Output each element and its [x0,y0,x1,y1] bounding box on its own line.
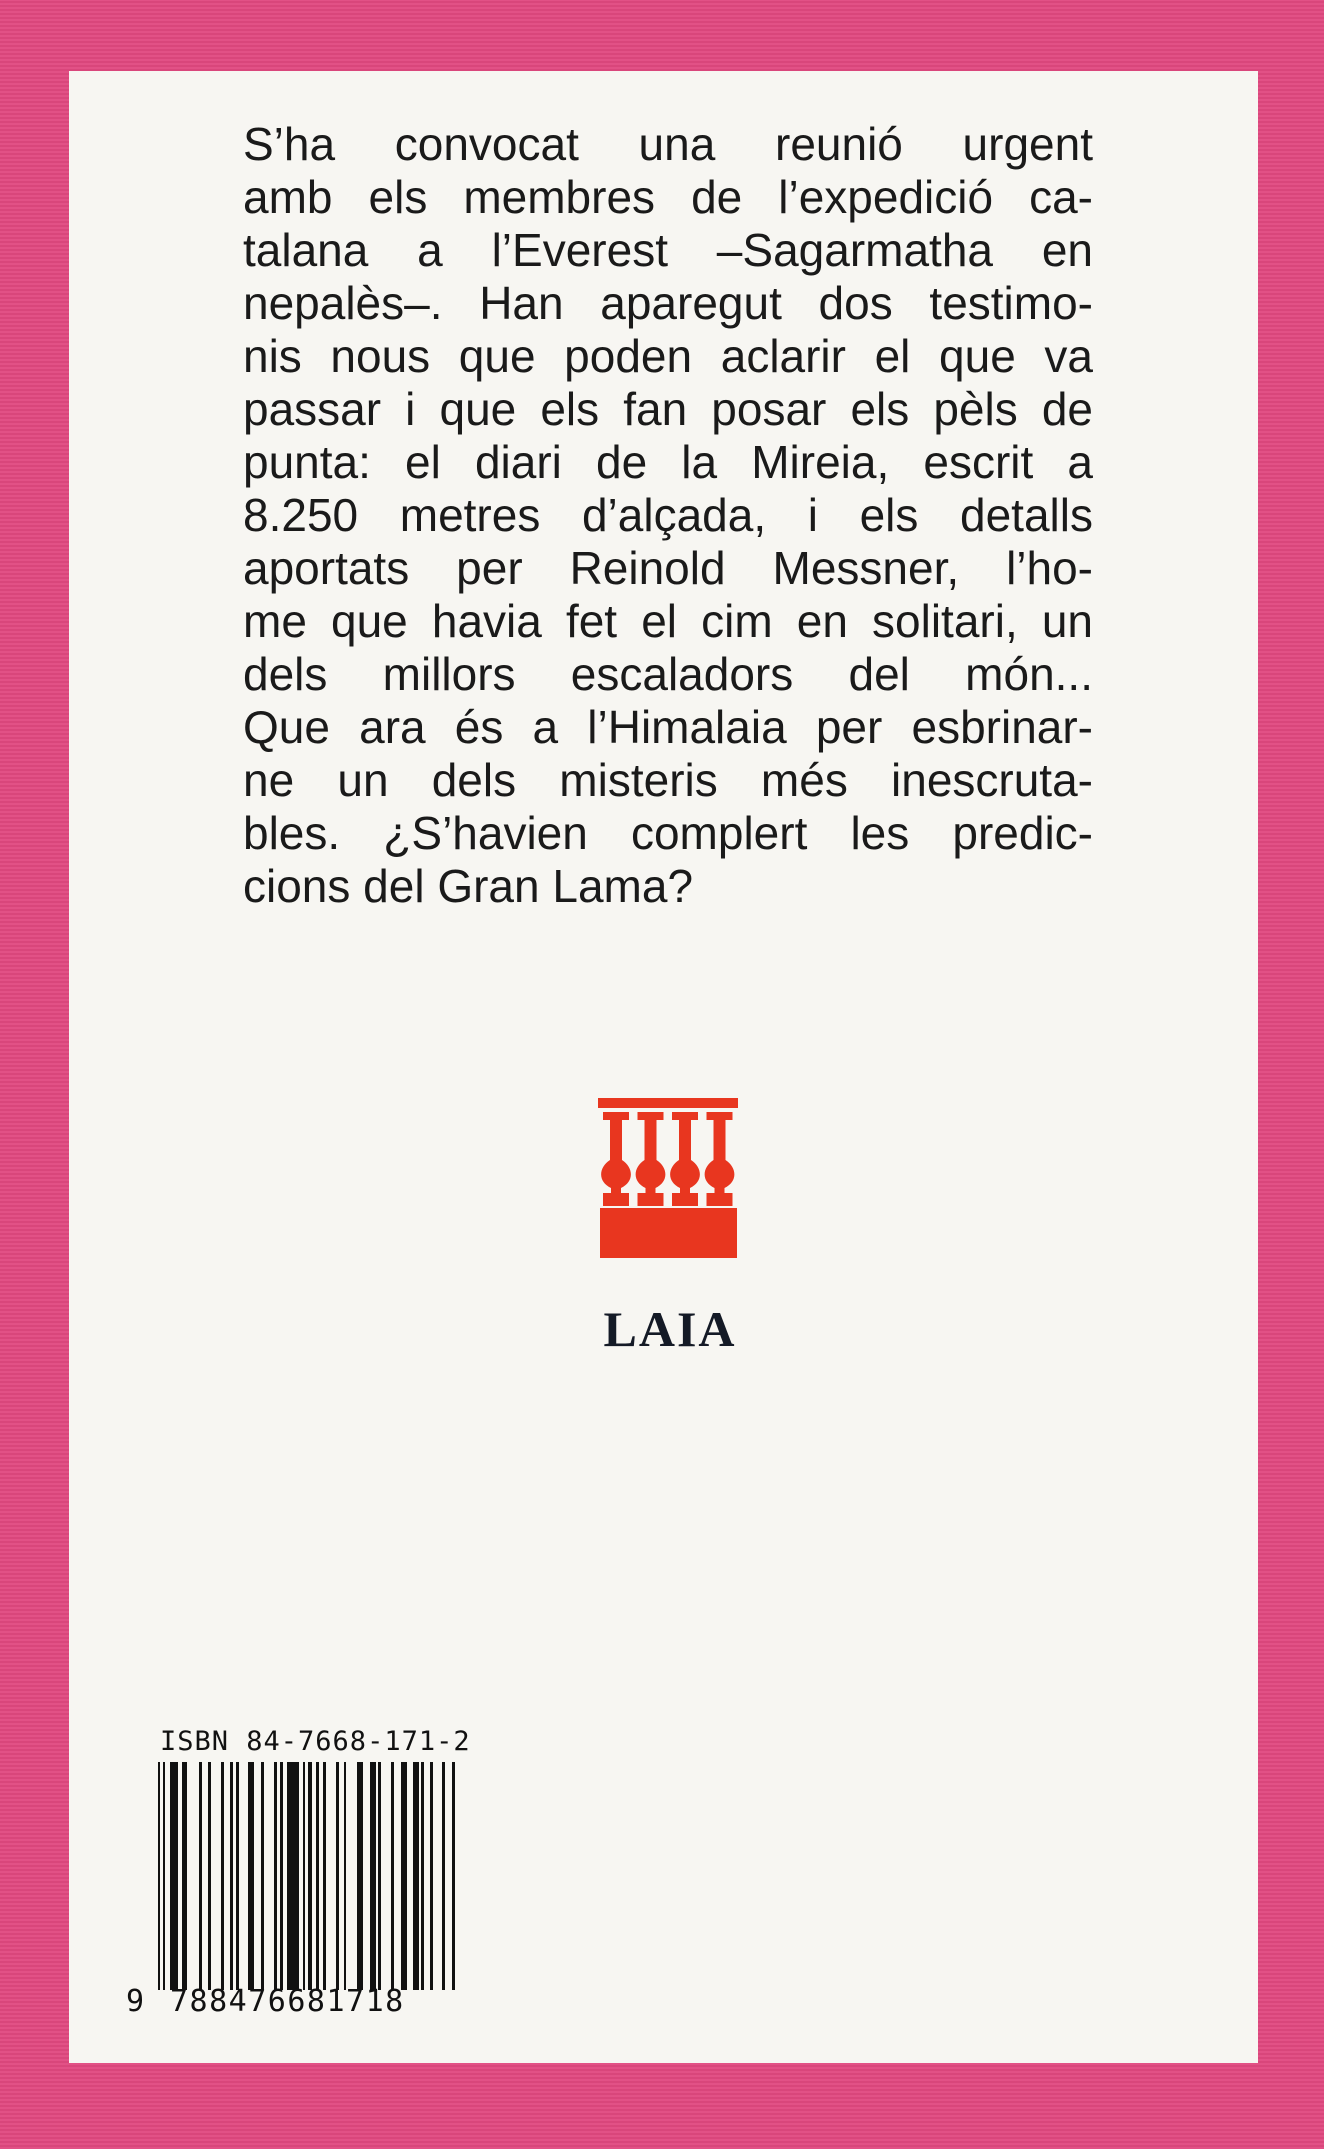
barcode-bar [413,1762,419,1990]
blurb-line: passar i que els fan posar els pèls de [243,383,1093,435]
barcode-bar [158,1762,160,1990]
barcode-bar [182,1762,187,1990]
blurb-line: punta: el diari de la Mireia, escrit a [243,436,1093,488]
blurb-line: amb els membres de l’expedició ca- [243,171,1093,223]
barcode-bar [344,1762,346,1990]
barcode-bar [261,1762,264,1990]
blurb-line: cions del Gran Lama? [243,860,694,912]
logo-top-bar [598,1098,738,1108]
barcode-bar [378,1762,381,1990]
blurb-line: me que havia fet el cim en solitari, un [243,595,1093,647]
blurb-line: 8.250 metres d’alçada, i els detalls [243,489,1093,541]
barcode-bar [208,1762,211,1990]
blurb-text [243,118,1093,913]
barcode-bar [163,1762,165,1990]
publisher-logo-icon [598,1098,738,1258]
publisher-name: LAIA [603,1301,737,1357]
barcode-bar [303,1762,305,1990]
barcode-bar [452,1762,455,1990]
barcode-bar [236,1762,239,1990]
barcode-bar [391,1762,394,1990]
blurb-line: ne un dels misteris més inescruta- [243,754,1093,806]
logo-baluster [601,1112,631,1206]
barcode-digits: 788476681718 [170,1984,405,2019]
barcode-bar [336,1762,339,1990]
barcode-bar [230,1762,233,1990]
logo-baluster [636,1112,666,1206]
blurb-line: nepalès–. Han aparegut dos testimo- [243,277,1093,329]
blurb-line: aportats per Reinold Messner, l’ho- [243,542,1093,594]
barcode-bar [357,1762,363,1990]
logo-baluster [705,1112,735,1206]
barcode-bar [430,1762,433,1990]
blurb-line: dels millors escaladors del món... [243,648,1093,700]
barcode-bar [308,1762,312,1990]
barcode-bar [287,1762,299,1990]
barcode-bar [170,1762,178,1990]
barcode-bar [248,1762,254,1990]
barcode-bar [316,1762,319,1990]
barcode-bar [421,1762,424,1990]
barcode-bar [221,1762,224,1990]
logo-baluster [670,1112,700,1206]
barcode [158,1762,458,1990]
blurb-line: bles. ¿S’havien complert les predic- [243,807,1093,859]
blurb-line: Que ara és a l’Himalaia per esbrinar- [243,701,1093,753]
barcode-bar [323,1762,326,1990]
barcode-bar [199,1762,202,1990]
barcode-bar [401,1762,407,1990]
barcode-first-digit: 9 [126,1984,145,2019]
blurb-line: talana a l’Everest –Sagarmatha en [243,224,1093,276]
isbn-label: ISBN 84-7668-171-2 [160,1726,471,1757]
blurb-line: nis nous que poden aclarir el que va [243,330,1093,382]
barcode-bar [280,1762,283,1990]
barcode-bar [442,1762,445,1990]
barcode-bar [274,1762,277,1990]
barcode-bar [370,1762,376,1990]
blurb-line: S’ha convocat una reunió urgent [243,118,1093,170]
logo-base [600,1208,737,1258]
